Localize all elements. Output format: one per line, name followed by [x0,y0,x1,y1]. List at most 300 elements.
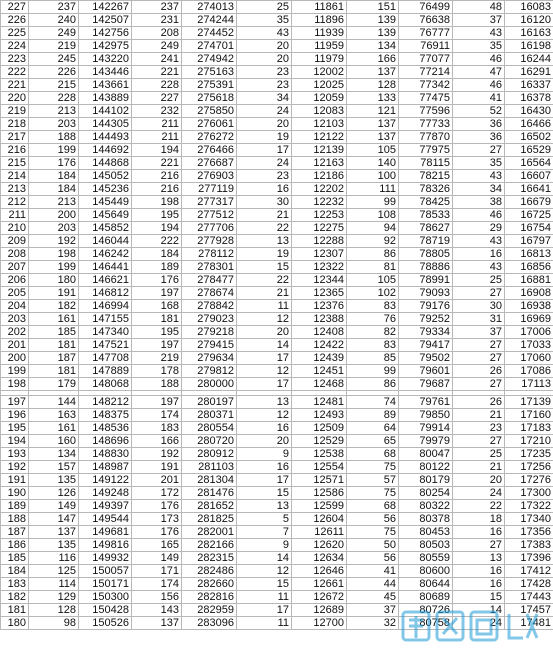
table-cell[interactable]: 25 [237,1,292,14]
table-cell[interactable]: 137 [347,131,399,144]
table-cell[interactable]: 221 [1,79,29,92]
table-cell[interactable]: 282660 [182,578,237,591]
table-cell[interactable]: 30 [453,300,505,313]
table-cell[interactable]: 11 [237,591,292,604]
table-cell[interactable]: 16244 [505,53,553,66]
table-cell[interactable]: 139 [347,27,399,40]
table-cell[interactable]: 276903 [182,170,237,183]
table-cell[interactable]: 184 [1,565,29,578]
table-cell[interactable]: 181 [132,313,182,326]
table-cell[interactable]: 23 [237,170,292,183]
table-cell[interactable]: 80689 [399,591,453,604]
table-cell[interactable]: 17457 [505,604,553,617]
table-cell[interactable]: 12571 [292,474,347,487]
table-cell[interactable]: 108 [347,209,399,222]
table-cell[interactable]: 226 [29,66,79,79]
table-cell[interactable]: 219 [1,105,29,118]
table-cell[interactable]: 79252 [399,313,453,326]
table-cell[interactable]: 192 [132,448,182,461]
table-cell[interactable]: 48 [453,1,505,14]
table-cell[interactable]: 135 [29,474,79,487]
table-cell[interactable]: 143 [132,604,182,617]
table-cell[interactable]: 278112 [182,248,237,261]
table-cell[interactable]: 280197 [182,396,237,409]
table-cell[interactable]: 27 [453,352,505,365]
table-cell[interactable]: 31 [453,313,505,326]
table-cell[interactable]: 16502 [505,131,553,144]
table-cell[interactable]: 172 [132,487,182,500]
table-cell[interactable]: 92 [347,235,399,248]
table-cell[interactable]: 27 [453,435,505,448]
table-cell[interactable]: 20 [237,435,292,448]
table-cell[interactable]: 280720 [182,435,237,448]
table-cell[interactable]: 274701 [182,40,237,53]
table-cell[interactable]: 19 [237,248,292,261]
table-cell[interactable]: 143889 [79,92,132,105]
table-cell[interactable]: 149544 [79,513,132,526]
table-cell[interactable]: 77975 [399,144,453,157]
table-cell[interactable]: 11 [237,300,292,313]
table-cell[interactable]: 12163 [292,157,347,170]
table-cell[interactable]: 114 [29,578,79,591]
table-cell[interactable]: 43 [453,235,505,248]
table-cell[interactable]: 20 [453,474,505,487]
table-cell[interactable]: 160 [29,435,79,448]
table-cell[interactable]: 21 [237,287,292,300]
table-cell[interactable]: 24 [453,617,505,630]
table-cell[interactable]: 16564 [505,157,553,170]
table-cell[interactable]: 77077 [399,53,453,66]
table-cell[interactable]: 27 [453,287,505,300]
table-cell[interactable]: 279812 [182,365,237,378]
table-cell[interactable]: 276687 [182,157,237,170]
table-cell[interactable]: 16938 [505,300,553,313]
table-cell[interactable]: 181 [1,604,29,617]
table-cell[interactable]: 17443 [505,591,553,604]
table-cell[interactable]: 37 [453,14,505,27]
table-cell[interactable]: 77733 [399,118,453,131]
table-cell[interactable]: 283096 [182,617,237,630]
table-cell[interactable]: 12388 [292,313,347,326]
table-cell[interactable]: 237 [29,1,79,14]
table-cell[interactable]: 202 [1,326,29,339]
table-cell[interactable]: 278674 [182,287,237,300]
table-cell[interactable]: 45 [347,591,399,604]
table-cell[interactable]: 276061 [182,118,237,131]
table-cell[interactable]: 217 [1,131,29,144]
table-cell[interactable]: 279023 [182,313,237,326]
table-cell[interactable]: 25 [453,274,505,287]
table-cell[interactable]: 212 [1,196,29,209]
table-cell[interactable]: 18 [453,513,505,526]
table-cell[interactable]: 12232 [292,196,347,209]
table-cell[interactable]: 12322 [292,261,347,274]
table-cell[interactable]: 146621 [79,274,132,287]
table-cell[interactable]: 22 [237,222,292,235]
table-cell[interactable]: 47 [453,66,505,79]
table-cell[interactable]: 178 [132,365,182,378]
table-cell[interactable]: 94 [347,222,399,235]
table-cell[interactable]: 17340 [505,513,553,526]
table-cell[interactable]: 30 [237,196,292,209]
table-cell[interactable]: 17 [237,474,292,487]
table-cell[interactable]: 13 [237,235,292,248]
table-cell[interactable]: 146044 [79,235,132,248]
table-cell[interactable]: 145052 [79,170,132,183]
table-cell[interactable]: 216 [1,144,29,157]
table-cell[interactable]: 16 [237,461,292,474]
table-cell[interactable]: 222 [1,66,29,79]
table-cell[interactable]: 75 [347,487,399,500]
table-cell[interactable]: 12529 [292,435,347,448]
table-cell[interactable]: 77214 [399,66,453,79]
table-cell[interactable]: 75 [347,526,399,539]
table-cell[interactable]: 80254 [399,487,453,500]
table-cell[interactable]: 279218 [182,326,237,339]
table-cell[interactable]: 146242 [79,248,132,261]
table-cell[interactable]: 12554 [292,461,347,474]
table-cell[interactable]: 148068 [79,378,132,391]
table-cell[interactable]: 282315 [182,552,237,565]
table-cell[interactable]: 149248 [79,487,132,500]
table-cell[interactable]: 17113 [505,378,553,391]
table-cell[interactable]: 191 [29,287,79,300]
table-cell[interactable]: 143446 [79,66,132,79]
table-cell[interactable]: 12509 [292,422,347,435]
table-cell[interactable]: 19 [237,131,292,144]
table-cell[interactable]: 176 [29,157,79,170]
table-cell[interactable]: 198 [1,378,29,391]
table-cell[interactable]: 149816 [79,539,132,552]
table-cell[interactable]: 78719 [399,235,453,248]
table-cell[interactable]: 198 [132,196,182,209]
table-cell[interactable]: 240 [29,14,79,27]
table-cell[interactable]: 192 [1,461,29,474]
table-cell[interactable]: 176 [132,500,182,513]
table-cell[interactable]: 46 [453,53,505,66]
table-cell[interactable]: 184 [29,183,79,196]
table-cell[interactable]: 209 [1,235,29,248]
table-cell[interactable]: 17481 [505,617,553,630]
table-cell[interactable]: 276466 [182,144,237,157]
table-cell[interactable]: 144868 [79,157,132,170]
table-cell[interactable]: 163 [29,409,79,422]
table-cell[interactable]: 12672 [292,591,347,604]
table-cell[interactable]: 279415 [182,339,237,352]
table-cell[interactable]: 149122 [79,474,132,487]
table-cell[interactable]: 185 [29,326,79,339]
table-cell[interactable]: 277512 [182,209,237,222]
table-cell[interactable]: 214 [1,170,29,183]
table-cell[interactable]: 80600 [399,565,453,578]
table-cell[interactable]: 56 [347,513,399,526]
table-cell[interactable]: 174 [132,578,182,591]
table-cell[interactable]: 76777 [399,27,453,40]
table-cell[interactable]: 134 [29,448,79,461]
table-cell[interactable]: 24 [237,157,292,170]
table-cell[interactable]: 17060 [505,352,553,365]
table-cell[interactable]: 211 [1,209,29,222]
table-cell[interactable]: 190 [1,487,29,500]
table-cell[interactable]: 43 [453,170,505,183]
table-cell[interactable]: 193 [1,448,29,461]
table-cell[interactable]: 139 [347,14,399,27]
table-cell[interactable]: 16725 [505,209,553,222]
table-cell[interactable]: 144692 [79,144,132,157]
table-cell[interactable]: 9 [237,539,292,552]
table-cell[interactable]: 79502 [399,352,453,365]
table-cell[interactable]: 282959 [182,604,237,617]
table-cell[interactable]: 13 [237,500,292,513]
table-cell[interactable]: 79914 [399,422,453,435]
table-cell[interactable]: 227 [1,1,29,14]
table-cell[interactable]: 17412 [505,565,553,578]
table-cell[interactable]: 22 [453,500,505,513]
table-cell[interactable]: 198 [29,248,79,261]
table-cell[interactable]: 186 [1,539,29,552]
table-cell[interactable]: 225 [1,27,29,40]
table-cell[interactable]: 78886 [399,261,453,274]
table-cell[interactable]: 187 [1,526,29,539]
table-cell[interactable]: 17139 [505,396,553,409]
table-cell[interactable]: 213 [29,105,79,118]
table-cell[interactable]: 26 [453,396,505,409]
table-cell[interactable]: 80644 [399,578,453,591]
table-cell[interactable]: 219 [29,40,79,53]
table-cell[interactable]: 15 [237,578,292,591]
table-cell[interactable]: 79761 [399,396,453,409]
table-cell[interactable]: 196 [1,409,29,422]
table-cell[interactable]: 279634 [182,352,237,365]
table-cell[interactable]: 16466 [505,118,553,131]
table-cell[interactable]: 36 [453,131,505,144]
table-cell[interactable]: 81 [347,261,399,274]
table-cell[interactable]: 23 [453,422,505,435]
table-cell[interactable]: 150300 [79,591,132,604]
table-cell[interactable]: 194 [1,435,29,448]
table-cell[interactable]: 277928 [182,235,237,248]
table-cell[interactable]: 12493 [292,409,347,422]
table-cell[interactable]: 12538 [292,448,347,461]
table-cell[interactable]: 17383 [505,539,553,552]
table-cell[interactable]: 150526 [79,617,132,630]
table-cell[interactable]: 12103 [292,118,347,131]
table-cell[interactable]: 146994 [79,300,132,313]
table-cell[interactable]: 226 [1,14,29,27]
table-cell[interactable]: 148987 [79,461,132,474]
table-cell[interactable]: 16120 [505,14,553,27]
table-cell[interactable]: 144305 [79,118,132,131]
table-cell[interactable]: 17235 [505,448,553,461]
table-cell[interactable]: 80378 [399,513,453,526]
table-cell[interactable]: 52 [453,105,505,118]
table-cell[interactable]: 76638 [399,14,453,27]
table-cell[interactable]: 12646 [292,565,347,578]
table-cell[interactable]: 7 [237,526,292,539]
table-cell[interactable]: 17300 [505,487,553,500]
table-cell[interactable]: 184 [132,248,182,261]
table-cell[interactable]: 143661 [79,79,132,92]
table-cell[interactable]: 24 [237,105,292,118]
table-cell[interactable]: 166 [347,53,399,66]
table-cell[interactable]: 80122 [399,461,453,474]
table-cell[interactable]: 281304 [182,474,237,487]
table-cell[interactable]: 37 [453,326,505,339]
table-cell[interactable]: 83 [347,339,399,352]
table-cell[interactable]: 129 [29,591,79,604]
table-cell[interactable]: 98 [29,617,79,630]
table-cell[interactable]: 12025 [292,79,347,92]
table-cell[interactable]: 80453 [399,526,453,539]
table-cell[interactable]: 201 [132,474,182,487]
table-cell[interactable]: 64 [347,422,399,435]
table-cell[interactable]: 99 [347,196,399,209]
table-cell[interactable]: 182 [29,300,79,313]
table-cell[interactable]: 220 [1,92,29,105]
table-cell[interactable]: 25 [453,448,505,461]
table-cell[interactable]: 147155 [79,313,132,326]
table-cell[interactable]: 105 [347,144,399,157]
table-cell[interactable]: 16337 [505,79,553,92]
table-cell[interactable]: 17396 [505,552,553,565]
table-cell[interactable]: 16607 [505,170,553,183]
table-cell[interactable]: 17322 [505,500,553,513]
table-cell[interactable]: 13 [453,552,505,565]
table-cell[interactable]: 77475 [399,92,453,105]
table-cell[interactable]: 43 [453,261,505,274]
table-cell[interactable]: 203 [1,313,29,326]
table-cell[interactable]: 11979 [292,53,347,66]
table-cell[interactable]: 11896 [292,14,347,27]
table-cell[interactable]: 50 [347,539,399,552]
table-cell[interactable]: 12202 [292,183,347,196]
table-cell[interactable]: 12661 [292,578,347,591]
table-cell[interactable]: 168 [132,300,182,313]
table-cell[interactable]: 280554 [182,422,237,435]
table-cell[interactable]: 12122 [292,131,347,144]
table-cell[interactable]: 100 [347,170,399,183]
table-cell[interactable]: 29 [453,222,505,235]
table-cell[interactable]: 216 [132,183,182,196]
table-cell[interactable]: 149397 [79,500,132,513]
table-cell[interactable]: 16 [237,183,292,196]
table-cell[interactable]: 147521 [79,339,132,352]
table-cell[interactable]: 185 [1,552,29,565]
table-cell[interactable]: 195 [132,326,182,339]
table-cell[interactable]: 77342 [399,79,453,92]
table-cell[interactable]: 211 [132,131,182,144]
table-cell[interactable]: 65 [347,435,399,448]
table-cell[interactable]: 195 [132,209,182,222]
table-cell[interactable]: 197 [132,396,182,409]
table-cell[interactable]: 194 [132,144,182,157]
table-cell[interactable]: 16 [453,578,505,591]
table-cell[interactable]: 23 [237,79,292,92]
table-cell[interactable]: 17 [237,352,292,365]
table-cell[interactable]: 221 [132,66,182,79]
table-cell[interactable]: 16378 [505,92,553,105]
table-cell[interactable]: 16813 [505,248,553,261]
table-cell[interactable]: 16969 [505,313,553,326]
table-cell[interactable]: 207 [1,261,29,274]
table-cell[interactable]: 79687 [399,378,453,391]
table-cell[interactable]: 192 [29,235,79,248]
table-cell[interactable]: 17428 [505,578,553,591]
table-cell[interactable]: 12611 [292,526,347,539]
table-cell[interactable]: 16 [237,422,292,435]
table-cell[interactable]: 16797 [505,235,553,248]
table-cell[interactable]: 189 [132,261,182,274]
table-cell[interactable]: 12634 [292,552,347,565]
table-cell[interactable]: 282486 [182,565,237,578]
table-cell[interactable]: 76 [347,313,399,326]
table-cell[interactable]: 277317 [182,196,237,209]
table-cell[interactable]: 147340 [79,326,132,339]
table-cell[interactable]: 199 [29,261,79,274]
table-cell[interactable]: 16754 [505,222,553,235]
table-cell[interactable]: 77596 [399,105,453,118]
table-cell[interactable]: 281652 [182,500,237,513]
table-cell[interactable]: 78991 [399,274,453,287]
table-cell[interactable]: 16291 [505,66,553,79]
table-cell[interactable]: 11861 [292,1,347,14]
table-cell[interactable]: 16430 [505,105,553,118]
table-cell[interactable]: 275850 [182,105,237,118]
table-cell[interactable]: 22 [237,274,292,287]
table-cell[interactable]: 280912 [182,448,237,461]
table-cell[interactable]: 15 [237,261,292,274]
table-cell[interactable]: 12604 [292,513,347,526]
table-cell[interactable]: 12599 [292,500,347,513]
table-cell[interactable]: 78326 [399,183,453,196]
table-cell[interactable]: 23 [237,66,292,79]
table-cell[interactable]: 197 [132,339,182,352]
table-cell[interactable]: 174 [132,409,182,422]
table-cell[interactable]: 161 [29,313,79,326]
table-cell[interactable]: 146441 [79,261,132,274]
table-cell[interactable]: 80726 [399,604,453,617]
table-cell[interactable]: 191 [132,461,182,474]
table-cell[interactable]: 188 [29,131,79,144]
table-cell[interactable]: 277119 [182,183,237,196]
table-cell[interactable]: 249 [132,40,182,53]
table-cell[interactable]: 249 [29,27,79,40]
table-cell[interactable]: 145852 [79,222,132,235]
table-cell[interactable]: 16856 [505,261,553,274]
table-cell[interactable]: 205 [1,287,29,300]
table-cell[interactable]: 12253 [292,209,347,222]
table-cell[interactable]: 161 [29,422,79,435]
table-cell[interactable]: 12059 [292,92,347,105]
table-cell[interactable]: 218 [1,118,29,131]
table-cell[interactable]: 12344 [292,274,347,287]
table-cell[interactable]: 12408 [292,326,347,339]
table-cell[interactable]: 80179 [399,474,453,487]
table-cell[interactable]: 176 [132,526,182,539]
table-cell[interactable]: 215 [29,79,79,92]
table-cell[interactable]: 128 [29,604,79,617]
table-cell[interactable]: 142267 [79,1,132,14]
table-cell[interactable]: 78215 [399,170,453,183]
table-cell[interactable]: 16679 [505,196,553,209]
table-cell[interactable]: 280371 [182,409,237,422]
table-cell[interactable]: 137 [347,118,399,131]
table-cell[interactable]: 17006 [505,326,553,339]
table-cell[interactable]: 182 [1,591,29,604]
table-cell[interactable]: 199 [29,144,79,157]
table-cell[interactable]: 278842 [182,300,237,313]
table-cell[interactable]: 211 [132,118,182,131]
